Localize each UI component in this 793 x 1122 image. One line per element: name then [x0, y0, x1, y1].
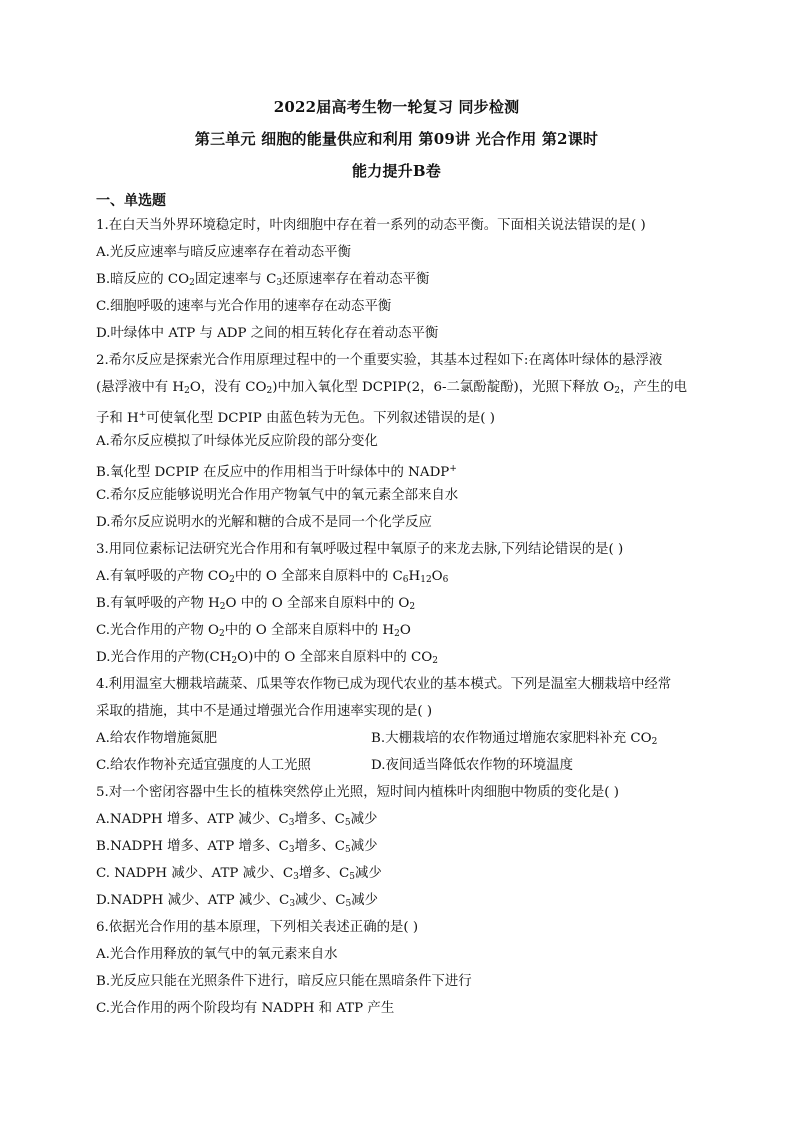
- question-list: [96, 216, 704, 1026]
- q6-option-b: B.光反应只能在光照条件下进行，暗反应只能在黑暗条件下进行: [96, 974, 472, 989]
- q2-stem-line2: (悬浮液中有 $H_2O$，没有 $CO_2$)中加入氧化型 DCPIP(2，6-二氯酚靛酚)，光照下释放 $O_2$，产生的电: [96, 380, 687, 396]
- q4-options-row1: [96, 729, 704, 756]
- q6-option-a: A.光合作用释放的氧气中的氧元素来自水: [96, 947, 338, 962]
- doc-volume: 能力提升B卷: [352, 162, 441, 180]
- q1-option-c: C.细胞呼吸的速率与光合作用的速率存在动态平衡: [96, 299, 392, 314]
- q1-stem: 1.在白天当外界环境稳定时，叶肉细胞中存在着一系列的动态平衡。下面相关说法错误的是( ): [96, 218, 646, 233]
- q4-option-c: C.给农作物补充适宜强度的人工光照: [96, 758, 311, 773]
- q1-option-d: D.叶绿体中 ATP 与 ADP 之间的相互转化存在着动态平衡: [96, 326, 439, 341]
- q6-stem: 6.依据光合作用的基本原理，下列相关表述正确的是( ): [96, 920, 419, 935]
- q4-option-b: B.大棚栽培的农作物通过增施农家肥料补充 $CO_2$: [371, 731, 658, 747]
- q1-option-b: B.暗反应的 $CO_2$固定速率与 $C_3$还原速率存在着动态平衡: [96, 272, 430, 288]
- q2-option-d: D.希尔反应说明水的光解和糖的合成不是同一个化学反应: [96, 515, 432, 530]
- q2-option-b: B.氧化型 DCPIP 在反应中的作用相当于叶绿体中的 NADP+: [96, 464, 457, 480]
- q4-stem-line1: 4.利用温室大棚栽培蔬菜、瓜果等农作物已成为现代农业的基本模式。下列是温室大棚栽培中经常: [96, 677, 672, 692]
- doc-subtitle: 第三单元 细胞的能量供应和利用 第09讲 光合作用 第2课时: [194, 130, 599, 148]
- q3-stem: 3.用同位素标记法研究光合作用和有氧呼吸过程中氧原子的来龙去脉,下列结论错误的是( ): [96, 542, 624, 557]
- q2-stem-line3: 子和 H+可使氧化型 DCPIP 由蓝色转为无色。下列叙述错误的是( ): [96, 410, 495, 426]
- q5-stem: 5.对一个密闭容器中生长的植株突然停止光照，短时间内植株叶肉细胞中物质的变化是( ): [96, 785, 619, 800]
- q5-option-a: A.NADPH 增多、ATP 减少、$C_3$增多、$C_5$减少: [96, 812, 378, 828]
- q3-option-b: B.有氧呼吸的产物 $H_2O$ 中的 O 全部来自原料中的 $O_2$: [96, 596, 416, 612]
- q3-option-c: C.光合作用的产物 $O_2$中的 O 全部来自原料中的 $H_2O$: [96, 623, 411, 639]
- q5-option-c: C. NADPH 减少、ATP 减少、$C_3$增多、$C_5$减少: [96, 866, 382, 882]
- q2-stem-line1: 2.希尔反应是探索光合作用原理过程中的一个重要实验，其基本过程如下:在离体叶绿体的悬浮液: [96, 353, 663, 368]
- q2-option-a: A.希尔反应模拟了叶绿体光反应阶段的部分变化: [96, 434, 378, 449]
- q4-option-a: A.给农作物增施氮肥: [96, 731, 218, 746]
- q5-option-b: B.NADPH 增多、ATP 增多、$C_3$增多、$C_5$减少: [96, 839, 378, 855]
- q2-option-c: C.希尔反应能够说明光合作用产物氧气中的氧元素全部来自水: [96, 488, 459, 503]
- q4-options-row2: [96, 756, 704, 783]
- q4-stem-line2: 采取的措施，其中不是通过增强光合作用速率实现的是( ): [96, 704, 433, 719]
- q3-option-d: D.光合作用的产物$(CH_2O)$中的 O 全部来自原料中的 $CO_2$: [96, 650, 438, 666]
- q4-option-d: D.夜间适当降低农作物的环境温度: [371, 758, 573, 773]
- q3-option-a: A.有氧呼吸的产物 $CO_2$中的 O 全部来自原料中的 $C_6H_{12}O_6$: [96, 569, 449, 585]
- q6-option-c: C.光合作用的两个阶段均有 NADPH 和 ATP 产生: [96, 1001, 395, 1016]
- section-heading: 一、单选题: [96, 193, 166, 209]
- q1-option-a: A.光反应速率与暗反应速率存在着动态平衡: [96, 245, 351, 260]
- doc-title: 2022届高考生物一轮复习 同步检测: [273, 98, 520, 116]
- q5-option-d: D.NADPH 减少、ATP 减少、$C_3$减少、$C_5$减少: [96, 893, 378, 909]
